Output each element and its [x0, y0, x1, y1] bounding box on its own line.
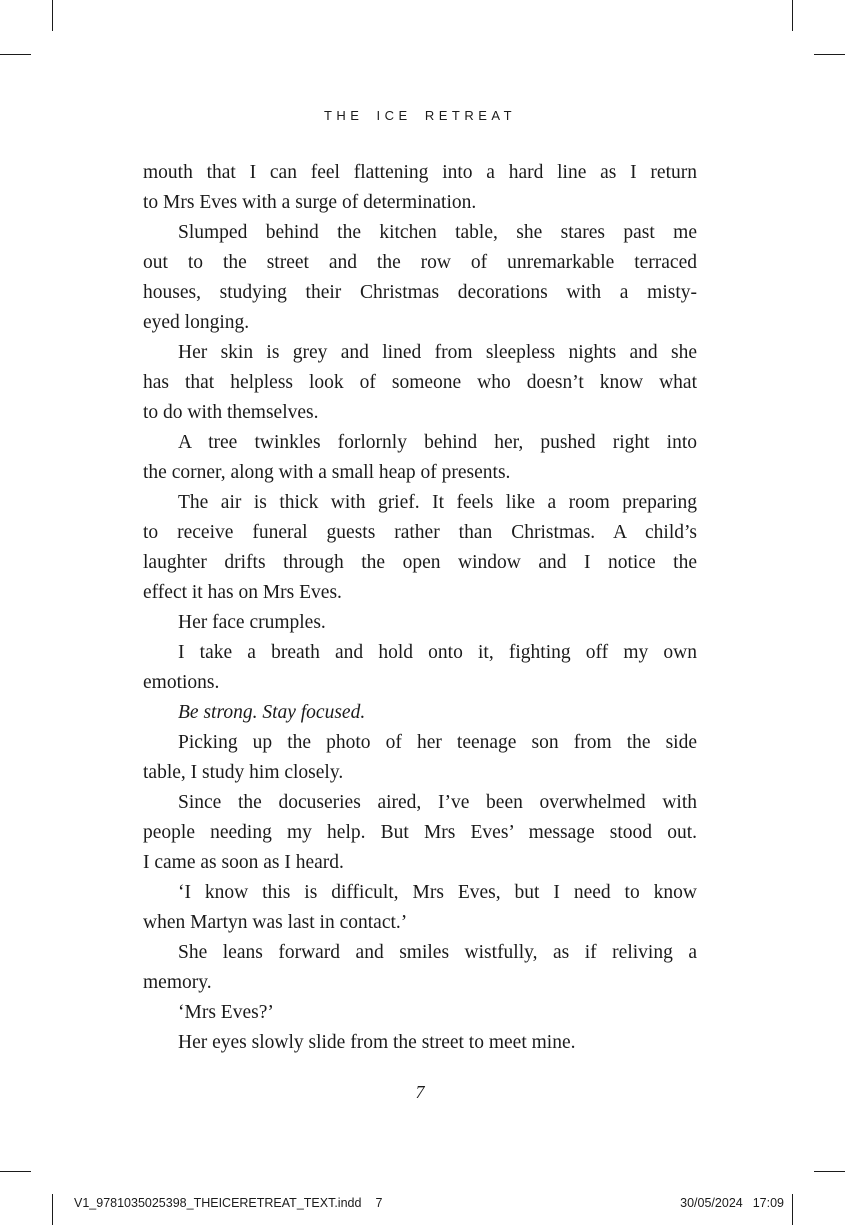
crop-mark-bottom-right-horizontal	[814, 1171, 845, 1172]
footer-file-page: 7	[375, 1196, 383, 1210]
crop-mark-top-right-horizontal	[814, 54, 845, 55]
footer-date: 30/05/2024	[680, 1196, 743, 1210]
body-line: Be strong. Stay focused.	[178, 702, 366, 723]
body-line: emotions.	[143, 672, 220, 693]
body-line: I came as soon as I heard.	[143, 852, 344, 873]
body-line: memory.	[143, 972, 212, 993]
body-text	[143, 158, 697, 1058]
body-line: out to the street and the row of unremarkable terraced	[143, 252, 697, 273]
body-line: The air is thick with grief. It feels like a room preparing	[178, 492, 697, 513]
crop-mark-top-left-vertical	[52, 0, 53, 31]
body-line: table, I study him closely.	[143, 762, 344, 783]
page-number: 7	[415, 1082, 425, 1102]
body-line: A tree twinkles forlornly behind her, pushed right into	[178, 432, 697, 453]
body-line: mouth that I can feel flattening into a hard line as I return	[143, 162, 697, 183]
body-line: Slumped behind the kitchen table, she stares past me	[178, 222, 697, 243]
body-line: Her eyes slowly slide from the street to meet mine.	[178, 1032, 576, 1053]
body-line: when Martyn was last in contact.’	[143, 912, 408, 933]
body-line: effect it has on Mrs Eves.	[143, 582, 342, 603]
body-line: eyed longing.	[143, 312, 250, 333]
body-line: I take a breath and hold onto it, fighting off my own	[178, 642, 697, 663]
body-line: has that helpless look of someone who doesn’t know what	[143, 372, 697, 393]
body-line: to receive funeral guests rather than Christmas. A child’s	[143, 522, 697, 543]
footer-file-name: V1_9781035025398_THEICERETREAT_TEXT.indd	[74, 1196, 362, 1210]
body-line: Since the docuseries aired, I’ve been overwhelmed with	[178, 792, 697, 813]
crop-mark-bottom-left-horizontal	[0, 1171, 31, 1172]
body-line: to do with themselves.	[143, 402, 319, 423]
body-line: people needing my help. But Mrs Eves’ message stood out.	[143, 822, 697, 843]
crop-mark-top-right-vertical	[792, 0, 793, 31]
crop-mark-bottom-right-vertical	[792, 1194, 793, 1225]
body-line: Her skin is grey and lined from sleepless nights and she	[178, 342, 697, 363]
body-line: houses, studying their Christmas decorations with a misty-	[143, 282, 697, 303]
footer-slug-right	[680, 1196, 784, 1210]
body-line: to Mrs Eves with a surge of determination.	[143, 192, 477, 213]
body-line: the corner, along with a small heap of presents.	[143, 462, 511, 483]
body-line: laughter drifts through the open window and I notice the	[143, 552, 697, 573]
running-head: THE ICE RETREAT	[323, 108, 517, 123]
body-line: Picking up the photo of her teenage son from the side	[178, 732, 697, 753]
footer-slug-left	[74, 1196, 382, 1210]
footer-time: 17:09	[752, 1196, 784, 1210]
body-line: She leans forward and smiles wistfully, as if reliving a	[178, 942, 697, 963]
body-line: ‘I know this is difficult, Mrs Eves, but I need to know	[178, 882, 697, 903]
body-line: ‘Mrs Eves?’	[178, 1002, 274, 1023]
crop-mark-bottom-left-vertical	[52, 1194, 53, 1225]
crop-mark-top-left-horizontal	[0, 54, 31, 55]
body-line: Her face crumples.	[178, 612, 326, 633]
